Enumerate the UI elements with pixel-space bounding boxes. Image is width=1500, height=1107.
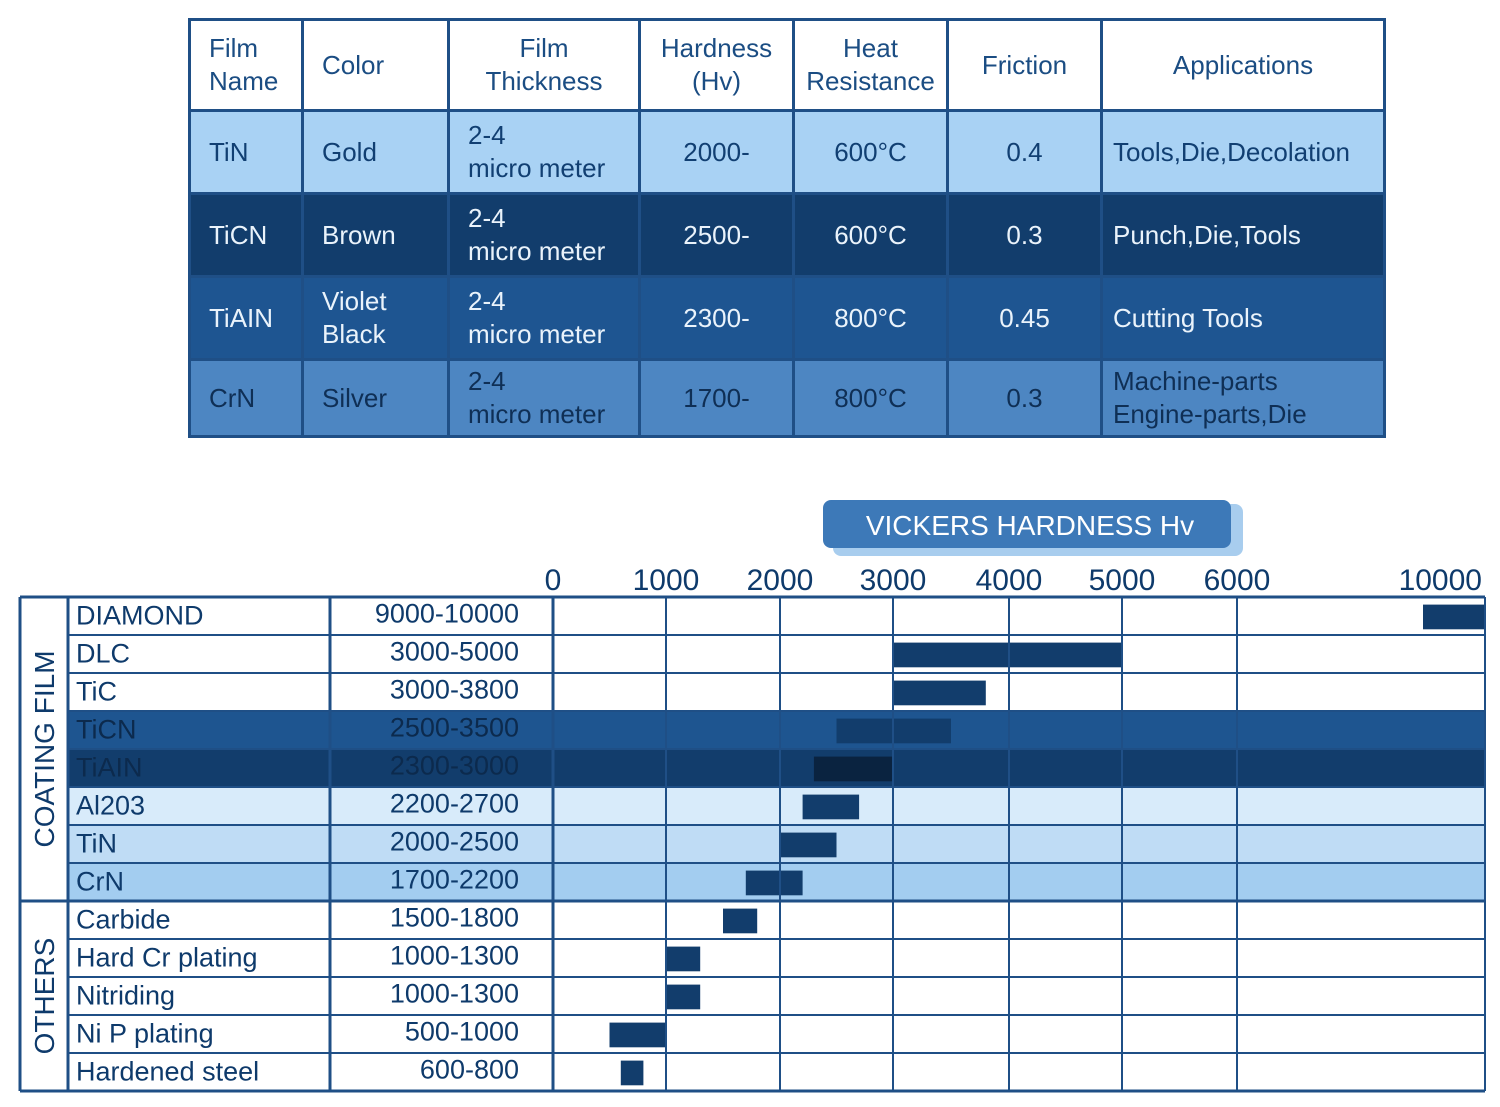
header-film-thickness: Film Thickness xyxy=(449,20,640,111)
cell-heat-resistance: 600°C xyxy=(794,111,948,194)
hardness-bar xyxy=(814,757,893,782)
x-tick-label: 3000 xyxy=(859,564,927,597)
table-row xyxy=(190,111,1385,194)
header-color: Color xyxy=(303,20,449,111)
row-background xyxy=(68,787,1485,825)
hardness-bar xyxy=(621,1061,644,1086)
hardness-bar xyxy=(610,1023,667,1048)
row-name-label: Carbide xyxy=(76,904,171,935)
cell-hardness: 2300- xyxy=(640,277,794,360)
hardness-bar xyxy=(746,871,803,896)
table-row xyxy=(190,277,1385,360)
x-tick-label: 1000 xyxy=(632,564,700,597)
table-row xyxy=(190,360,1385,437)
row-range-label: 3000-3800 xyxy=(389,674,519,705)
header-film-name: Film Name xyxy=(190,20,303,111)
cell-friction: 0.3 xyxy=(948,194,1102,277)
hardness-bar xyxy=(723,909,757,934)
cell-applications: Machine-parts Engine-parts,Die xyxy=(1102,360,1385,437)
row-name-label: CrN xyxy=(76,866,124,897)
row-name-label: TiCN xyxy=(76,714,137,745)
header-heat-resistance: Heat Resistance xyxy=(794,20,948,111)
row-name-label: TiC xyxy=(76,676,117,707)
cell-color: Violet Black xyxy=(303,277,449,360)
cell-hardness: 1700- xyxy=(640,360,794,437)
hardness-bar xyxy=(893,643,1122,668)
row-name-label: DIAMOND xyxy=(76,600,204,631)
hardness-bar xyxy=(666,947,700,972)
row-range-label: 2200-2700 xyxy=(389,788,519,819)
row-name-label: Hard Cr plating xyxy=(76,942,258,973)
row-background xyxy=(68,825,1485,863)
x-tick-label: 5000 xyxy=(1088,564,1156,597)
row-name-label: Nitriding xyxy=(76,980,176,1011)
cell-color: Gold xyxy=(303,111,449,194)
x-tick-label: 0 xyxy=(544,564,562,597)
cell-applications: Tools,Die,Decolation xyxy=(1102,111,1385,194)
row-name-label: TiAIN xyxy=(76,752,143,783)
cell-film-name: CrN xyxy=(190,360,303,437)
row-background xyxy=(68,749,1485,787)
group-label: OTHERS xyxy=(29,937,60,1055)
vickers-hardness-chart xyxy=(0,490,1500,1107)
cell-film-name: TiCN xyxy=(190,194,303,277)
cell-friction: 0.4 xyxy=(948,111,1102,194)
row-name-label: Al203 xyxy=(76,790,146,821)
cell-color: Silver xyxy=(303,360,449,437)
hardness-bar xyxy=(780,833,837,858)
row-range-label: 1500-1800 xyxy=(389,902,519,933)
cell-thickness: 2-4 micro meter xyxy=(449,360,640,437)
chart-title: VICKERS HARDNESS Hv xyxy=(865,510,1195,541)
cell-hardness: 2000- xyxy=(640,111,794,194)
row-range-label: 1000-1300 xyxy=(389,940,519,971)
cell-heat-resistance: 800°C xyxy=(794,360,948,437)
cell-heat-resistance: 600°C xyxy=(794,194,948,277)
row-name-label: Hardened steel xyxy=(76,1056,260,1087)
cell-hardness: 2500- xyxy=(640,194,794,277)
cell-applications: Cutting Tools xyxy=(1102,277,1385,360)
cell-film-name: TiN xyxy=(190,111,303,194)
header-hardness: Hardness (Hv) xyxy=(640,20,794,111)
cell-friction: 0.45 xyxy=(948,277,1102,360)
x-tick-label: 2000 xyxy=(746,564,814,597)
row-name-label: Ni P plating xyxy=(76,1018,214,1049)
row-range-label: 600-800 xyxy=(419,1054,519,1085)
x-tick-label: 10000 xyxy=(1398,564,1482,597)
cell-friction: 0.3 xyxy=(948,360,1102,437)
cell-applications: Punch,Die,Tools xyxy=(1102,194,1385,277)
row-range-label: 500-1000 xyxy=(404,1016,519,1047)
cell-thickness: 2-4 micro meter xyxy=(449,194,640,277)
table-header-row xyxy=(190,20,1385,111)
x-tick-label: 6000 xyxy=(1203,564,1271,597)
header-friction: Friction xyxy=(948,20,1102,111)
x-tick-label: 4000 xyxy=(975,564,1043,597)
cell-color: Brown xyxy=(303,194,449,277)
cell-heat-resistance: 800°C xyxy=(794,277,948,360)
cell-thickness: 2-4 micro meter xyxy=(449,111,640,194)
hardness-bar xyxy=(1423,605,1485,630)
row-name-label: TiN xyxy=(76,828,117,859)
row-range-label: 9000-10000 xyxy=(374,598,519,629)
table-row xyxy=(190,194,1385,277)
row-range-label: 2300-3000 xyxy=(389,750,519,781)
row-range-label: 1000-1300 xyxy=(389,978,519,1009)
row-range-label: 1700-2200 xyxy=(389,864,519,895)
header-applications: Applications xyxy=(1102,20,1385,111)
hardness-bar xyxy=(666,985,700,1010)
film-properties-table xyxy=(188,18,1386,438)
row-range-label: 3000-5000 xyxy=(389,636,519,667)
row-background xyxy=(68,711,1485,749)
hardness-bar xyxy=(893,681,986,706)
row-range-label: 2500-3500 xyxy=(389,712,519,743)
hardness-bar xyxy=(803,795,860,820)
cell-thickness: 2-4 micro meter xyxy=(449,277,640,360)
row-range-label: 2000-2500 xyxy=(389,826,519,857)
row-name-label: DLC xyxy=(76,638,131,669)
cell-film-name: TiAIN xyxy=(190,277,303,360)
group-label: COATING FILM xyxy=(29,650,60,848)
